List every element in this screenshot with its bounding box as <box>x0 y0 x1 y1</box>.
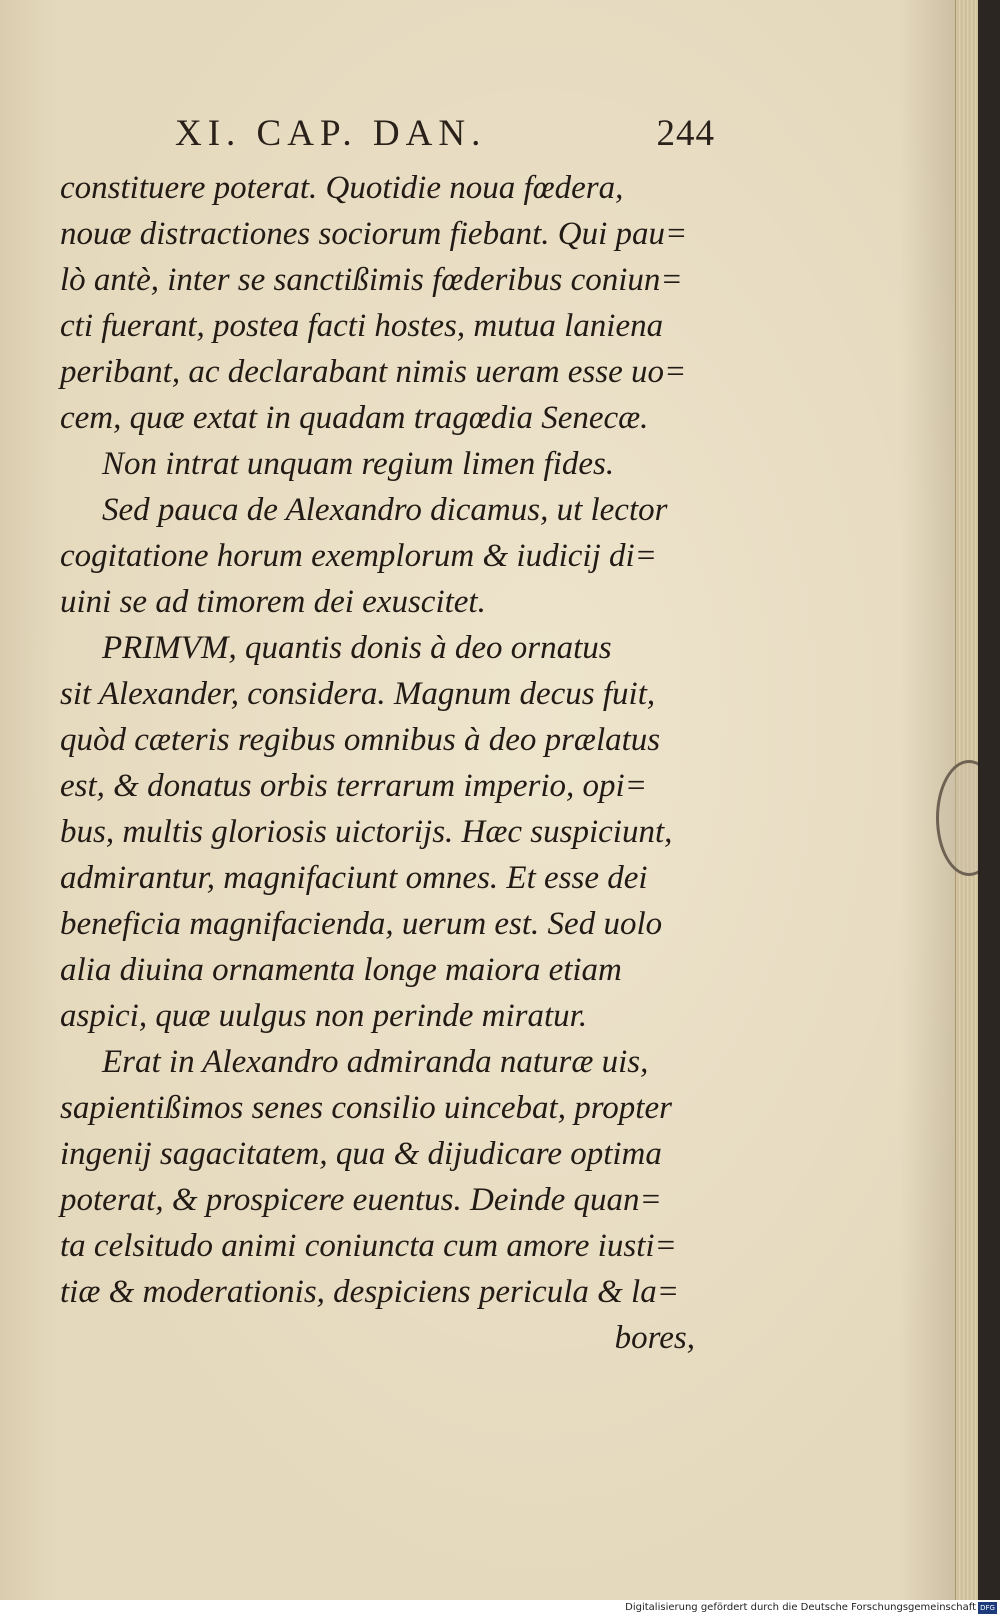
digitization-footer <box>0 1600 1000 1616</box>
text-line: admirantur, magnifaciunt omnes. Et esse dei <box>60 860 648 896</box>
text-line: nouæ distractiones sociorum fiebant. Qui pau= <box>60 216 688 252</box>
text-line-paragraph-start: Sed pauca de Alexandro dicamus, ut lector <box>102 492 668 528</box>
text-line: tiæ & moderationis, despiciens pericula & la= <box>60 1274 679 1310</box>
text-line: ta celsitudo animi coniuncta cum amore iusti= <box>60 1228 677 1264</box>
text-line-paragraph-start: Erat in Alexandro admiranda naturæ uis, <box>102 1044 649 1080</box>
text-line: sit Alexander, considera. Magnum decus fuit, <box>60 676 656 712</box>
page-number: 244 <box>656 113 715 154</box>
text-line: est, & donatus orbis terrarum imperio, opi= <box>60 768 647 804</box>
text-line: constituere poterat. Quotidie noua fœdera, <box>60 170 624 206</box>
footer-text: Digitalisierung gefördert durch die Deutsche Forschungsgemeinschaft <box>625 1602 976 1613</box>
running-head: XI. CAP. DAN. <box>175 113 487 154</box>
book-clasp <box>936 760 978 876</box>
text-line: cti fuerant, postea facti hostes, mutua laniena <box>60 308 664 344</box>
dfg-logo: DFG <box>978 1602 997 1614</box>
text-line: alia diuina ornamenta longe maiora etiam <box>60 952 622 988</box>
body-text <box>60 165 725 1361</box>
text-line: sapientißimos senes consilio uincebat, propter <box>60 1090 672 1126</box>
text-line: uini se ad timorem dei exuscitet. <box>60 584 486 620</box>
text-line: poterat, & prospicere euentus. Deinde quan= <box>60 1182 662 1218</box>
text-line: aspici, quæ uulgus non perinde miratur. <box>60 998 588 1034</box>
text-line-paragraph-start: PRIMVM, quantis donis à deo ornatus <box>102 630 612 666</box>
text-line: lò antè, inter se sanctißimis fœderibus coniun= <box>60 262 683 298</box>
text-line: quòd cæteris regibus omnibus à deo prælatus <box>60 722 661 758</box>
text-line: peribant, ac declarabant nimis ueram esse uo= <box>60 354 687 390</box>
text-line: bus, multis gloriosis uictorijs. Hæc suspiciunt, <box>60 814 673 850</box>
text-line: cem, quæ extat in quadam tragœdia Senecæ. <box>60 400 649 436</box>
text-line: beneficia magnifacienda, uerum est. Sed uolo <box>60 906 663 942</box>
page-header <box>175 112 715 162</box>
catchword: bores, <box>614 1320 695 1356</box>
text-line: ingenij sagacitatem, qua & dijudicare optima <box>60 1136 662 1172</box>
text-line: cogitatione horum exemplorum & iudicij di= <box>60 538 657 574</box>
text-line-quote: Non intrat unquam regium limen fides. <box>102 446 615 482</box>
